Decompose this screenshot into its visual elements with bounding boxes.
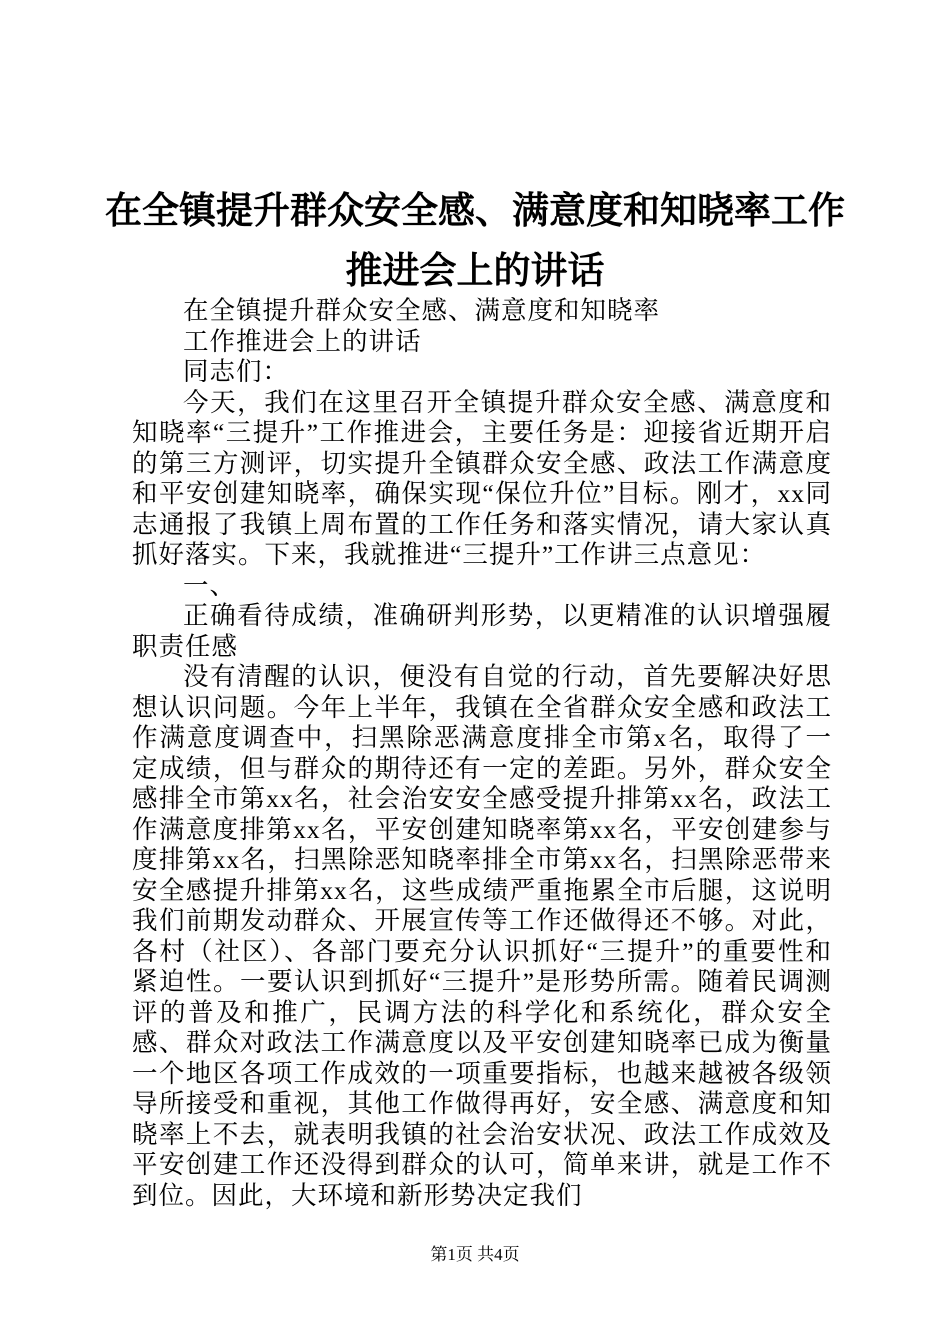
- salutation: 同志们：: [183, 357, 290, 386]
- document-title-line-1: 在全镇提升群众安全感、满意度和知晓率工作: [105, 188, 845, 232]
- document-body: [132, 296, 832, 1211]
- paragraph-intro: 今天，我们在这里召开全镇提升群众安全感、满意度和知晓率“三提升”工作推进会，主要任务是：迎接省近期开启的第三方测评，切实提升全镇群众安全感、政法工作满意度和平安创建知晓率，确保实现“保位升位”目标。刚才，xx同志通报了我镇上周布置的工作任务和落实情况，请大家认真抓好落实。下来，我就推进“三提升”工作讲三点意见：: [132, 387, 832, 569]
- paragraph-body: 没有清醒的认识，便没有自觉的行动，首先要解决好思想认识问题。今年上半年，我镇在全省群众安全感和政法工作满意度调查中，扫黑除恶满意度排全市第x名，取得了一定成绩，但与群众的期待还有一定的差距。另外，群众安全感排全市第xx名，社会治安安全感受提升排第xx名，政法工作满意度排第xx名，平安创建知晓率第xx名，平安创建参与度排第xx名，扫黑除恶知晓率排全市第xx名，扫黑除恶带来安全感提升排第xx名，这些成绩严重拖累全市后腿，这说明我们前期发动群众、开展宣传等工作还做得还不够。对此，各村（社区）、各部门要充分认识抓好“三提升”的重要性和紧迫性。一要认识到抓好“三提升”是形势所需。随着民调测评的普及和推广，民调方法的科学化和系统化，群众安全感、群众对政法工作满意度以及平安创建知晓率已成为衡量一个地区各项工作成效的一项重要指标，也越来越被各级领导所接受和重视，其他工作做得再好，安全感、满意度和知晓率上不去，就表明我镇的社会治安状况、政法工作成效及平安创建工作还没得到群众的认可，简单来讲，就是工作不到位。因此，大环境和新形势决定我们: [132, 662, 832, 1210]
- subtitle-line-2: 工作推进会上的讲话: [183, 326, 422, 356]
- section-number: 一、: [183, 570, 237, 600]
- page-footer: 第1页 共4页: [430, 1245, 520, 1264]
- subtitle-line-1: 在全镇提升群众安全感、满意度和知晓率: [183, 296, 661, 325]
- document-title-line-2: 推进会上的讲话: [345, 248, 605, 292]
- section-heading: 正确看待成绩，准确研判形势，以更精准的认识增强履职责任感: [132, 601, 832, 661]
